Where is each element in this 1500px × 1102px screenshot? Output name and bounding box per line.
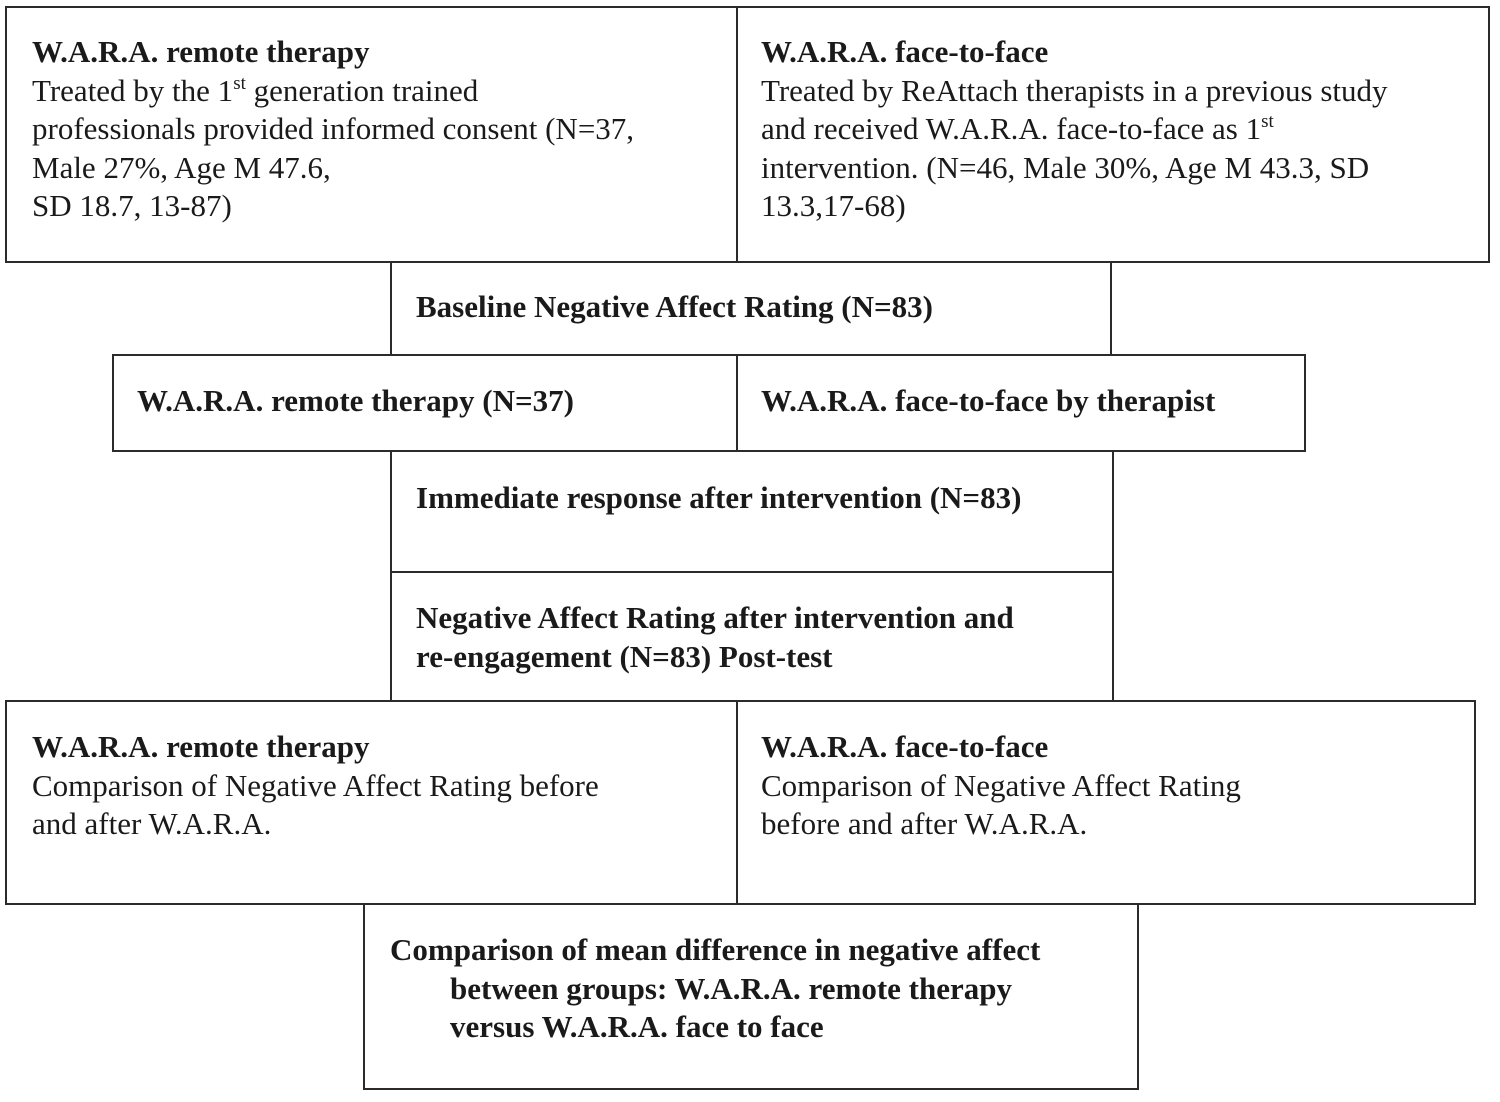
remote-participants-line2: professionals provided informed consent (N=37, [32,111,635,146]
remote-comparison-line2: and after W.A.R.A. [32,806,272,841]
remote-line1-post: generation trained [245,72,479,108]
remote-line1-sup: st [233,72,246,94]
remote-participants-text [32,33,634,226]
face-to-face-comparison-title: W.A.R.A. face-to-face [761,729,1049,764]
remote-participants-line3: Male 27%, Age M 47.6, [32,149,331,185]
face-line2-pre: and received W.A.R.A. face-to-face as 1 [761,111,1262,146]
immediate-response-label: Immediate response after intervention (N=83) [416,480,1022,515]
face-to-face-participants-line4: 13.3,17-68) [761,188,906,223]
face-to-face-participants-line2 [761,110,1388,149]
remote-participants-title: W.A.R.A. remote therapy [32,34,370,69]
remote-participants-line1 [32,72,634,111]
face-to-face-comparison-text [761,728,1241,844]
between-group-comparison-text [390,931,1040,1047]
remote-comparison-text [32,728,599,844]
between-group-line1: Comparison of mean difference in negative affect [390,932,1041,967]
face-to-face-participants-text [761,33,1388,226]
remote-comparison-title: W.A.R.A. remote therapy [32,729,370,764]
between-group-line2: between groups: W.A.R.A. remote therapy [450,970,1012,1006]
face-line2-sup: st [1261,111,1274,132]
remote-participants-line4: SD 18.7, 13-87) [32,188,232,223]
face-to-face-participants-line1: Treated by ReAttach therapists in a previous study [761,72,1388,108]
face-to-face-comparison-line1: Comparison of Negative Affect Rating [761,767,1241,803]
remote-line1-pre: Treated by the 1 [32,72,234,108]
remote-comparison-line1: Comparison of Negative Affect Rating before [32,767,599,803]
face-to-face-intervention-label: W.A.R.A. face-to-face by therapist [761,383,1216,418]
baseline-rating-label: Baseline Negative Affect Rating (N=83) [416,289,933,324]
between-group-line3: versus W.A.R.A. face to face [450,1009,824,1044]
remote-intervention-label: W.A.R.A. remote therapy (N=37) [137,383,574,418]
face-to-face-participants-title: W.A.R.A. face-to-face [761,34,1049,69]
face-to-face-participants-line3: intervention. (N=46, Male 30%, Age M 43.3, SD [761,149,1370,185]
posttest-line1: Negative Affect Rating after intervention and [416,600,1014,635]
posttest-rating-text [416,599,1014,676]
posttest-line2: re-engagement (N=83) Post-test [416,638,833,674]
face-to-face-comparison-line2: before and after W.A.R.A. [761,806,1088,841]
